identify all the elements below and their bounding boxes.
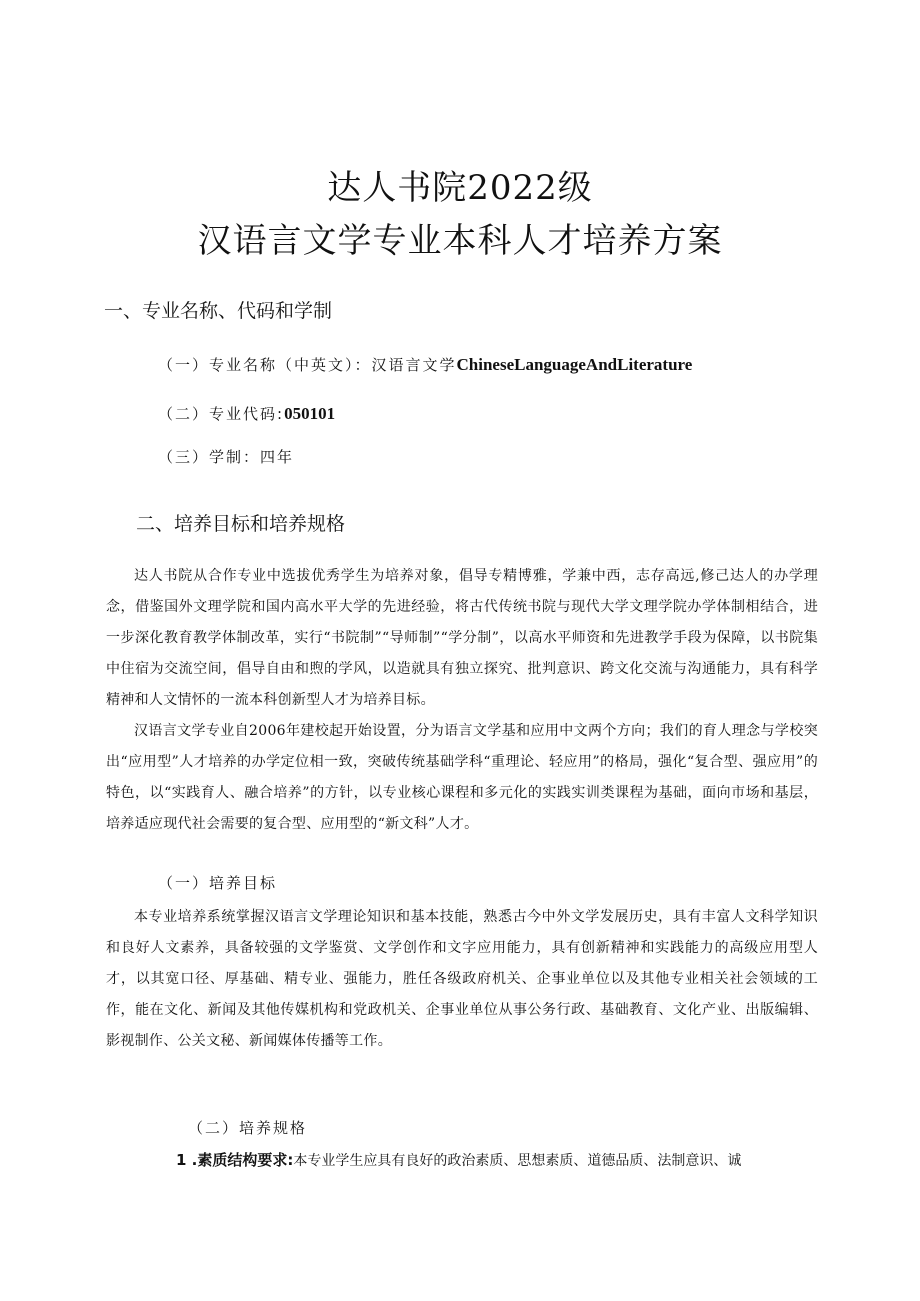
document-title-line2: 汉语言文学专业本科人才培养方案: [197, 221, 723, 261]
major-code-label: （二）专业代码:: [158, 405, 285, 423]
training-spec-heading: （二）培养规格: [188, 1119, 308, 1137]
duration-line: （三）学制：四年: [158, 448, 295, 466]
spec-item-1: [176, 1149, 821, 1170]
major-name-english: ChineseLanguageAndLiterature: [456, 355, 693, 374]
spec-item-1-text: 本专业学生应具有良好的政治素质、思想素质、道德品质、法制意识、诚: [293, 1153, 742, 1169]
intro-paragraph-1: 达人书院从合作专业中选拔优秀学生为培养对象，倡导专精博雅，学兼中西，志存高远,修己达人的办学理念，借鉴国外文理学院和国内高水平大学的先进经验，将古代传统书院与现代大学文理学院办学体制相结合，进一步深化教育教学体制改革，实行“书院制”“导师制”“学分制”，以高水平师资和先进教学手段为保障，以书院集中住宿为交流空间，倡导自由和煦的学风，以造就具有独立探究、批判意识、跨文化交流与沟通能力，具有科学精神和人文情怀的一流本科创新型人才为培养目标。: [106, 568, 818, 708]
major-code-line: [158, 403, 335, 424]
intro-paragraph-2: 汉语言文学专业自2006年建校起开始设置，分为语言文学基和应用中文两个方向；我们的育人理念与学校突出“应用型”人才培养的办学定位相一致，突破传统基础学科“重理论、轻应用”的格局，强化“复合型、强应用”的特色，以“实践育人、融合培养”的方针，以专业核心课程和多元化的实践实训类课程为基础，面向市场和基层，培养适应现代社会需要的复合型、应用型的“新文科”人才。: [106, 723, 818, 832]
spec-item-1-lead: 1 .素质结构要求:: [176, 1151, 294, 1169]
training-goal-heading: （一）培养目标: [158, 874, 278, 892]
section2-heading: 二、培养目标和培养规格: [136, 513, 346, 535]
section1-heading: 一、专业名称、代码和学制: [104, 300, 333, 322]
major-name-line: [158, 354, 692, 375]
major-name-label: （一）专业名称（中英文）：汉语言文学: [158, 356, 457, 374]
document-title-line1: 达人书院2022级: [327, 168, 593, 208]
major-code-value: 050101: [284, 404, 336, 423]
training-goal-paragraph: 本专业培养系统掌握汉语言文学理论知识和基本技能，熟悉古今中外文学发展历史，具有丰富人文科学知识和良好人文素养，具备较强的文学鉴赏、文学创作和文字应用能力，具有创新精神和实践能力的高级应用型人才，以其宽口径、厚基础、精专业、强能力，胜任各级政府机关、企事业单位以及其他专业相关社会领域的工作，能在文化、新闻及其他传媒机构和党政机关、企事业单位从事公务行政、基础教育、文化产业、出版编辑、影视制作、公关文秘、新闻媒体传播等工作。: [106, 909, 818, 1049]
